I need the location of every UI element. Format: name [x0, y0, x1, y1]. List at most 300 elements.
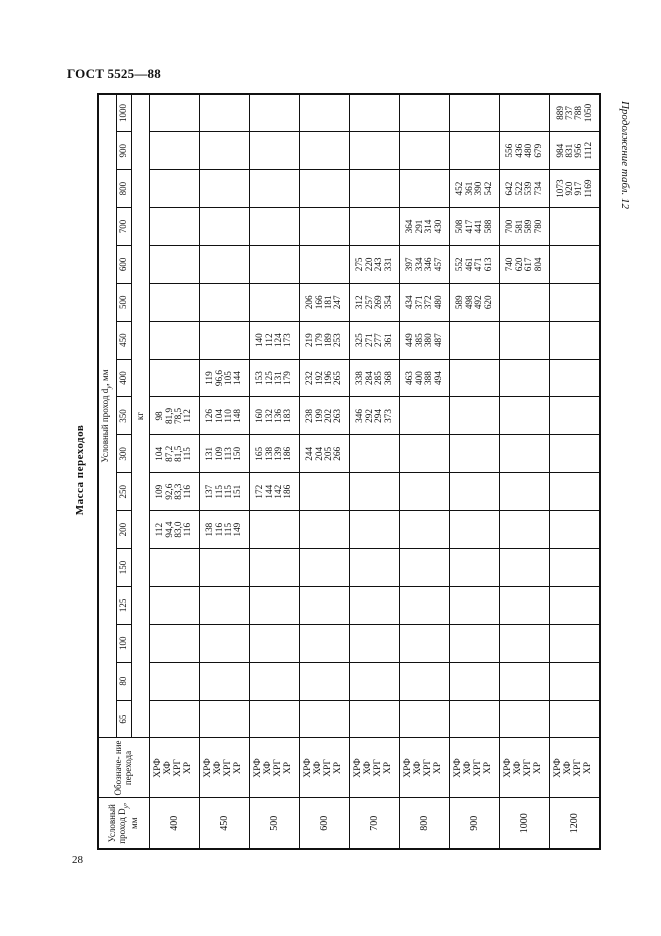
mass-cell	[299, 662, 349, 700]
mass-value: 346	[354, 409, 365, 423]
mass-cell	[349, 359, 399, 397]
mass-cell	[199, 549, 249, 587]
mass-value: 112	[154, 522, 165, 537]
mass-value: 94,4	[163, 521, 174, 538]
mass-value: 831	[564, 143, 574, 158]
mass-value: 140	[254, 333, 265, 348]
mass-value: 780	[532, 219, 543, 234]
mass-value: 115	[223, 484, 234, 499]
mass-cell	[149, 132, 199, 170]
mass-value: 956	[573, 143, 584, 158]
designation-code: ХФ	[163, 761, 174, 775]
mass-value: 92,6	[163, 483, 174, 500]
mass-cell	[349, 549, 399, 587]
mass-value: 480	[432, 295, 443, 310]
dy-cell: 700	[349, 798, 399, 849]
table-row	[149, 94, 199, 849]
mass-value: 131	[204, 446, 215, 461]
mass-value: 436	[513, 143, 524, 158]
dy-cell: 400	[149, 798, 199, 849]
mass-cell	[149, 624, 199, 662]
mass-value: 78,5	[173, 407, 184, 424]
mass-cell	[399, 208, 449, 246]
mass-cell	[549, 624, 600, 662]
mass-value: 581	[513, 219, 524, 234]
mass-cell	[299, 359, 349, 397]
table-row	[499, 94, 549, 849]
mass-cell	[349, 94, 399, 132]
mass-value: 126	[204, 409, 215, 423]
mass-cell	[299, 208, 349, 246]
designation-code: ХР	[433, 761, 444, 775]
mass-cell	[549, 435, 600, 473]
mass-cell	[399, 549, 449, 587]
mass-value: 136	[273, 409, 284, 423]
dn-header: Условный проход $d_у$, мм	[98, 94, 116, 738]
designation-code: ХРФ	[453, 758, 464, 778]
mass-value: 589	[523, 219, 534, 234]
standard-header: ГОСТ 5525—88	[67, 66, 161, 81]
mass-cell	[199, 359, 249, 397]
mass-value: 700	[504, 219, 515, 234]
mass-value: 131	[273, 371, 284, 385]
mass-value: 83,3	[173, 483, 184, 500]
mass-cell	[349, 397, 399, 435]
mass-value: 487	[432, 333, 443, 348]
mass-value: 186	[282, 484, 293, 499]
mass-cell	[149, 245, 199, 283]
designation-code: ХР	[533, 761, 544, 775]
designation-code: ХРГ	[523, 759, 534, 777]
mass-cell	[399, 170, 449, 208]
mass-value: 172	[254, 484, 265, 499]
mass-value: 314	[423, 219, 434, 234]
mass-value: 83,0	[173, 521, 184, 538]
mass-value: 449	[404, 333, 415, 348]
mass-cell	[249, 397, 299, 435]
mass-value: 430	[432, 219, 443, 234]
dy-cell: 500	[249, 798, 299, 849]
mass-value: 361	[382, 333, 393, 348]
designation-cell	[349, 738, 399, 798]
mass-value: 294	[373, 409, 384, 423]
mass-value: 142	[273, 484, 284, 499]
mass-value: 205	[323, 446, 334, 461]
mass-cell	[449, 511, 499, 549]
mass-cell	[149, 435, 199, 473]
mass-cell	[549, 397, 600, 435]
mass-value: 199	[313, 409, 324, 423]
mass-cell	[199, 283, 249, 321]
designation-cell	[199, 738, 249, 798]
mass-cell	[299, 321, 349, 359]
mass-value: 589	[454, 295, 465, 310]
mass-value: 984	[554, 143, 565, 158]
mass-value: 81,9	[163, 407, 174, 424]
mass-value: 417	[463, 219, 474, 234]
mass-value: 539	[523, 181, 534, 196]
dn-column-header: 65	[116, 700, 131, 738]
mass-cell	[349, 170, 399, 208]
mass-cell	[299, 94, 349, 132]
page-number: 28	[72, 854, 83, 866]
mass-cell	[149, 283, 199, 321]
mass-value: 522	[513, 181, 524, 196]
designation-code: ХРФ	[203, 758, 214, 778]
dn-column-header: 150	[116, 549, 131, 587]
mass-cell	[499, 170, 549, 208]
designation-cell	[499, 738, 549, 798]
mass-cell	[499, 397, 549, 435]
mass-cell	[449, 435, 499, 473]
mass-value: 98	[154, 411, 165, 421]
mass-value: 105	[223, 371, 234, 385]
table-row	[549, 94, 600, 849]
mass-cell	[349, 435, 399, 473]
designation-code: ХР	[483, 761, 494, 775]
designation-code: ХР	[182, 761, 193, 775]
mass-cell	[299, 170, 349, 208]
dn-column-header: 300	[116, 435, 131, 473]
mass-cell	[399, 132, 449, 170]
mass-cell	[249, 549, 299, 587]
designation-code: ХРФ	[353, 758, 364, 778]
mass-value: 219	[304, 333, 315, 348]
mass-value: 552	[454, 257, 465, 272]
table-row	[449, 94, 499, 849]
mass-cell	[449, 132, 499, 170]
mass-cell	[249, 435, 299, 473]
mass-value: 642	[504, 181, 515, 196]
mass-value: 889	[554, 106, 565, 120]
dy-header-sub: у	[120, 805, 130, 809]
mass-value: 112	[263, 333, 274, 347]
mass-cell	[449, 586, 499, 624]
mass-cell	[449, 321, 499, 359]
mass-cell	[449, 283, 499, 321]
dy-cell: 1200	[549, 798, 600, 849]
mass-value: 253	[332, 333, 343, 348]
mass-cell	[349, 132, 399, 170]
dn-column-header: 500	[116, 283, 131, 321]
mass-cell	[199, 511, 249, 549]
mass-value: 204	[313, 446, 324, 461]
dn-header-unit: мм	[100, 369, 111, 381]
mass-value: 734	[532, 181, 543, 196]
designation-code: ХРФ	[403, 758, 414, 778]
mass-cell	[249, 359, 299, 397]
mass-cell	[499, 208, 549, 246]
mass-value: 244	[304, 446, 315, 461]
mass-cell	[499, 586, 549, 624]
mass-cell	[399, 624, 449, 662]
mass-value: 740	[504, 257, 515, 272]
dy-cell: 450	[199, 798, 249, 849]
mass-value: 452	[454, 181, 465, 196]
mass-value: 1169	[582, 179, 593, 198]
mass-value: 265	[332, 371, 343, 385]
designation-code: ХР	[283, 761, 294, 775]
mass-cell	[499, 359, 549, 397]
mass-cell	[199, 397, 249, 435]
dn-column-header: 100	[116, 624, 131, 662]
mass-value: 620	[482, 295, 493, 310]
mass-cell	[549, 132, 600, 170]
designation-code: ХР	[383, 761, 394, 775]
mass-cell	[399, 397, 449, 435]
mass-cell	[249, 170, 299, 208]
mass-value: 189	[323, 333, 334, 348]
table-row	[299, 94, 349, 849]
mass-value: 220	[363, 257, 374, 272]
mass-value: 480	[523, 143, 534, 158]
mass-value: 617	[523, 257, 534, 272]
mass-cell	[299, 549, 349, 587]
designation-code: ХРФ	[303, 758, 314, 778]
mass-cell	[449, 473, 499, 511]
designation-code: ХРФ	[253, 758, 264, 778]
mass-value: 115	[213, 484, 224, 499]
mass-value: 334	[413, 257, 424, 272]
mass-value: 804	[532, 257, 543, 272]
mass-cell	[499, 511, 549, 549]
mass-value: 139	[273, 446, 284, 461]
mass-value: 737	[564, 106, 574, 120]
mass-cell	[199, 132, 249, 170]
mass-value: 115	[182, 447, 193, 461]
designation-code: ХР	[333, 761, 344, 775]
designation-header: Обозначе- ние перехода	[98, 738, 149, 798]
mass-cell	[149, 473, 199, 511]
mass-value: 104	[213, 409, 224, 423]
mass-value: 232	[304, 371, 315, 385]
mass-value: 186	[282, 446, 293, 461]
designation-code: ХР	[583, 761, 594, 775]
mass-cell	[349, 245, 399, 283]
mass-value: 346	[423, 257, 434, 272]
mass-cell	[149, 359, 199, 397]
mass-value: 588	[482, 219, 493, 234]
mass-value: 173	[282, 333, 293, 348]
mass-value: 109	[213, 446, 224, 461]
mass-value: 679	[532, 143, 543, 158]
mass-cell	[299, 586, 349, 624]
mass-value: 181	[323, 295, 334, 310]
mass-value: 160	[254, 409, 265, 423]
mass-value: 620	[513, 257, 524, 272]
mass-value: 284	[363, 371, 374, 385]
mass-value: 390	[473, 181, 484, 196]
table-row	[249, 94, 299, 849]
mass-value: 917	[573, 181, 584, 196]
mass-cell	[149, 321, 199, 359]
mass-cell	[349, 624, 399, 662]
mass-value: 1112	[582, 141, 593, 160]
mass-cell	[299, 397, 349, 435]
mass-value: 196	[323, 371, 334, 385]
mass-cell	[399, 435, 449, 473]
designation-code: ХФ	[363, 761, 374, 775]
mass-cell	[499, 435, 549, 473]
mass-cell	[399, 359, 449, 397]
mass-value: 96,6	[213, 370, 224, 387]
dy-cell: 1000	[499, 798, 549, 849]
mass-value: 463	[404, 371, 415, 385]
mass-value: 115	[223, 522, 234, 537]
mass-cell	[549, 700, 600, 738]
mass-cell	[349, 208, 399, 246]
mass-value: 291	[413, 219, 424, 234]
mass-cell	[199, 473, 249, 511]
mass-value: 263	[332, 409, 343, 423]
mass-cell	[349, 700, 399, 738]
table-frame	[97, 95, 601, 850]
mass-cell	[499, 283, 549, 321]
mass-value: 338	[354, 371, 365, 385]
designation-code: ХРГ	[473, 759, 484, 777]
mass-value: 206	[304, 295, 315, 310]
mass-value: 461	[463, 257, 474, 272]
mass-cell	[499, 94, 549, 132]
mass-value: 87,2	[163, 445, 174, 462]
mass-cell	[449, 208, 499, 246]
mass-value: 613	[482, 257, 493, 272]
mass-value: 153	[254, 371, 265, 385]
mass-cell	[299, 283, 349, 321]
mass-cell	[149, 170, 199, 208]
mass-cell	[149, 397, 199, 435]
mass-cell	[149, 549, 199, 587]
mass-cell	[399, 586, 449, 624]
mass-cell	[249, 473, 299, 511]
rotated-table-container	[97, 95, 601, 850]
mass-value: 556	[504, 143, 515, 158]
mass-cell	[249, 624, 299, 662]
mass-value: 325	[354, 333, 365, 348]
dy-header-unit: мм	[128, 817, 139, 829]
designation-code: ХРГ	[273, 759, 284, 777]
mass-cell	[299, 245, 349, 283]
mass-cell	[449, 170, 499, 208]
mass-cell	[299, 624, 349, 662]
mass-value: 119	[204, 371, 215, 385]
mass-value: 124	[273, 333, 284, 348]
mass-value: 183	[282, 409, 293, 423]
mass-cell	[249, 132, 299, 170]
dy-cell: 900	[449, 798, 499, 849]
designation-code: ХФ	[213, 761, 224, 775]
header-row-1	[98, 94, 116, 849]
designation-cell	[399, 738, 449, 798]
mass-value: 372	[423, 295, 434, 310]
mass-table	[97, 93, 601, 850]
designation-code: ХР	[233, 761, 244, 775]
dy-header-label: Условный проход D	[106, 804, 127, 844]
dn-column-header: 600	[116, 245, 131, 283]
mass-cell	[449, 397, 499, 435]
mass-cell	[199, 435, 249, 473]
mass-cell	[349, 586, 399, 624]
mass-value: 112	[182, 409, 193, 423]
designation-code: ХФ	[513, 761, 524, 775]
mass-value: 165	[254, 446, 265, 461]
unit-row	[131, 94, 149, 849]
mass-cell	[149, 700, 199, 738]
mass-value: 361	[463, 181, 474, 196]
mass-value: 457	[432, 257, 443, 272]
mass-cell	[399, 662, 449, 700]
mass-cell	[399, 700, 449, 738]
mass-cell	[549, 662, 600, 700]
dn-column-header: 125	[116, 586, 131, 624]
mass-value: 368	[382, 371, 393, 385]
mass-value: 434	[404, 295, 415, 310]
mass-cell	[249, 245, 299, 283]
table-body	[149, 94, 600, 849]
mass-cell	[449, 245, 499, 283]
mass-cell	[499, 473, 549, 511]
mass-value: 166	[313, 295, 324, 310]
table-row	[349, 94, 399, 849]
mass-value: 364	[404, 219, 415, 234]
dn-column-header: 350	[116, 397, 131, 435]
mass-value: 257	[363, 295, 374, 310]
mass-value: 104	[154, 446, 165, 461]
mass-value: 243	[373, 257, 384, 272]
mass-cell	[299, 511, 349, 549]
mass-value: 202	[323, 409, 334, 423]
mass-value: 508	[454, 219, 465, 234]
mass-cell	[349, 283, 399, 321]
mass-cell	[299, 435, 349, 473]
mass-cell	[199, 208, 249, 246]
dn-column-header: 700	[116, 208, 131, 246]
mass-cell	[549, 473, 600, 511]
dn-column-header: 450	[116, 321, 131, 359]
mass-value: 471	[473, 257, 484, 272]
mass-cell	[499, 700, 549, 738]
mass-cell	[199, 245, 249, 283]
mass-value: 441	[473, 219, 484, 234]
dn-column-header: 250	[116, 473, 131, 511]
mass-cell	[149, 511, 199, 549]
mass-value: 179	[313, 333, 324, 348]
dn-header-label: Условный проход d	[100, 388, 111, 463]
designation-code: ХРФ	[153, 758, 164, 778]
mass-cell	[499, 624, 549, 662]
designation-code: ХФ	[563, 761, 574, 775]
mass-value: 542	[482, 181, 493, 196]
mass-value: 380	[423, 333, 434, 348]
mass-cell	[549, 283, 600, 321]
mass-value: 292	[363, 409, 374, 423]
mass-cell	[249, 662, 299, 700]
mass-value: 1073	[554, 179, 565, 198]
table-row	[399, 94, 449, 849]
dy-cell: 800	[399, 798, 449, 849]
mass-value: 138	[263, 446, 274, 461]
mass-value: 354	[382, 295, 393, 310]
table-row	[199, 94, 249, 849]
mass-cell	[149, 662, 199, 700]
mass-cell	[499, 662, 549, 700]
mass-value: 388	[423, 371, 434, 385]
mass-cell	[199, 586, 249, 624]
mass-cell	[399, 245, 449, 283]
mass-cell	[499, 132, 549, 170]
designation-code: ХРГ	[323, 759, 334, 777]
mass-cell	[199, 700, 249, 738]
